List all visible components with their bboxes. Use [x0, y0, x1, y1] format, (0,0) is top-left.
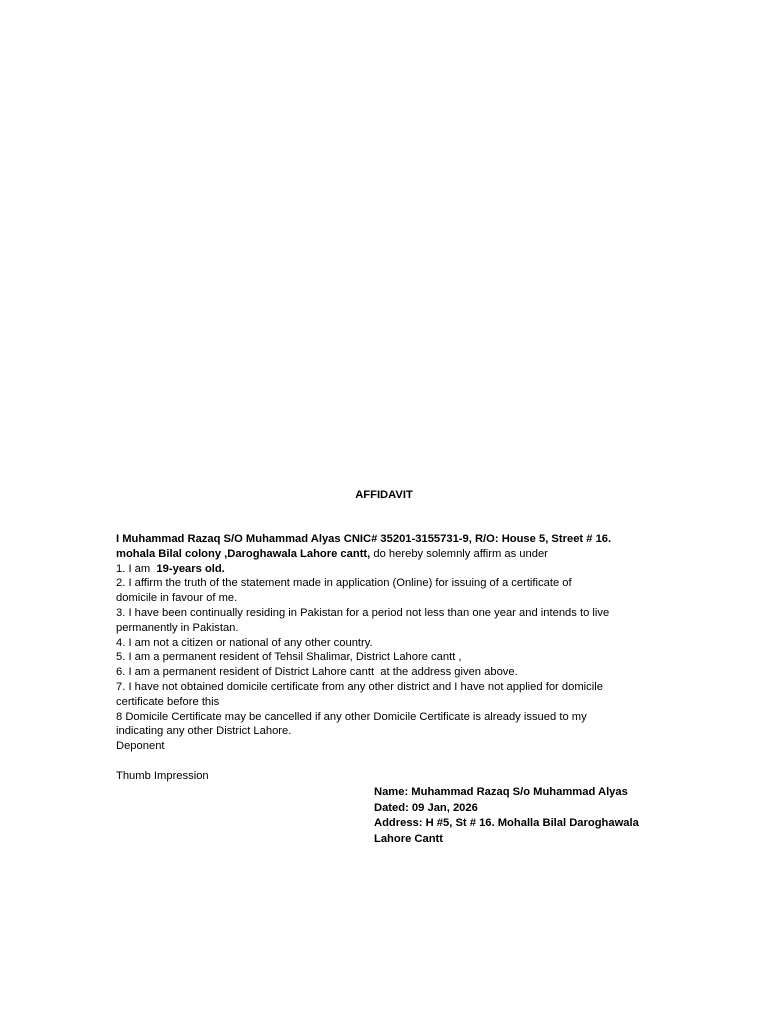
- deponent-label: Deponent: [116, 740, 165, 753]
- signature-address-line-1: Address: H #5, St # 16. Mohalla Bilal Daroghawala: [374, 817, 639, 829]
- item-8-line-1: 8 Domicile Certificate may be cancelled if any other Domicile Certificate is already issued to my: [116, 710, 587, 723]
- item-2-line-1: 2. I affirm the truth of the statement made in application (Online) for issuing of a certificate of: [116, 577, 572, 590]
- item-2-line-2: domicile in favour of me.: [116, 592, 238, 605]
- item-8-line-2: indicating any other District Lahore.: [116, 725, 292, 738]
- item-7-line-2: certificate before this: [116, 695, 220, 708]
- signature-block: [374, 785, 674, 847]
- item-7-line-1: 7. I have not obtained domicile certificate from any other district and I have not applied for domicile: [116, 680, 603, 693]
- item-1-age: 19-years old.: [156, 562, 225, 575]
- intro-line-1: I Muhammad Razaq S/O Muhammad Alyas CNIC# 35201-3155731-9, R/O: House 5, Street # 16.: [116, 533, 612, 545]
- item-3-line-2: permanently in Pakistan.: [116, 621, 239, 634]
- signature-name: Name: Muhammad Razaq S/o Muhammad Alyas: [374, 786, 628, 798]
- item-1: [116, 562, 656, 577]
- item-3-line-1: 3. I have been continually residing in Pakistan for a period not less than one year and intends to live: [116, 606, 610, 619]
- intro-affirm-text: do hereby solemnly affirm as under: [370, 547, 548, 560]
- thumb-impression-label: Thumb Impression: [116, 770, 209, 782]
- signature-date: Dated: 09 Jan, 2026: [374, 801, 478, 814]
- signature-address-line-2: Lahore Cantt: [374, 832, 443, 845]
- item-6: 6. I am a permanent resident of District Lahore cantt at the address given above.: [116, 666, 518, 679]
- item-4: 4. I am not a citizen or national of any other country.: [116, 636, 373, 649]
- intro-line-2: [116, 547, 656, 562]
- affidavit-body: [116, 532, 656, 754]
- item-1-prefix: 1. I am: [116, 562, 157, 575]
- item-5: 5. I am a permanent resident of Tehsil Shalimar, District Lahore cantt ,: [116, 651, 462, 664]
- intro-address: mohala Bilal colony ,Daroghawala Lahore cantt,: [116, 547, 371, 560]
- document-title: AFFIDAVIT: [355, 489, 413, 501]
